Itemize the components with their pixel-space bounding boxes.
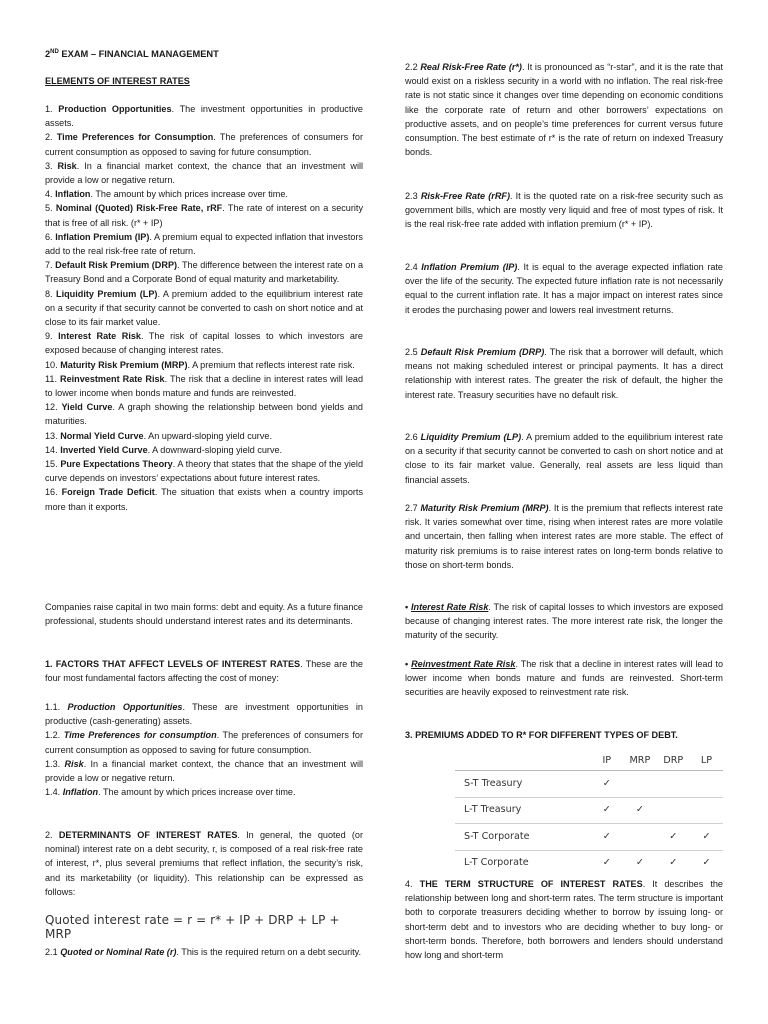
table-row bbox=[455, 850, 723, 876]
inflation-premium-section: 2.4 Inflation Premium (IP). It is equal to the average expected inflation rate over the life of the security. The expected future inflation rate is not necessarily equal to the current inflation rate. It has a major impact on interest rates since it erodes the purchasing power and lowers real investment returns. bbox=[405, 262, 723, 315]
column-header: LP bbox=[700, 754, 713, 766]
check-cell: ✓ bbox=[669, 830, 678, 842]
elements-heading: ELEMENTS OF INTEREST RATES bbox=[45, 76, 190, 86]
liquidity-premium-section: 2.6 Liquidity Premium (LP). A premium added to the equilibrium interest rate on a security if that security cannot be converted to cash on short notice and at close to its fair market value. Generally, real assets are less liquid than financial assets. bbox=[405, 432, 724, 485]
column-header: IP bbox=[602, 754, 612, 766]
check-cell: ✓ bbox=[635, 804, 644, 816]
table-row bbox=[455, 797, 723, 824]
intro-paragraph: Companies raise capital in two main forms: debt and equity. As a future finance professional, students should understand interest rates and its determinants. bbox=[45, 602, 363, 627]
list-item: 1.2. Time Preferences for consumption. The preferences of consumers for current consumption as opposed to saving for future consumption. bbox=[45, 730, 364, 755]
list-item: 1.4. Inflation. The amount by which prices increase over time. bbox=[45, 787, 296, 798]
real-risk-free-rate-section: 2.2 Real Risk-Free Rate (r*). It is pronounced as “r-star”, and it is the rate that would exist on a riskless security in a world with no inflation. The real risk-free rate is not static since it changes over time depending on economic conditions like the corporate rate of return and other borrowers’ expectations on productive assets, and on people’s time preferences for current versus future consumption. The best estimate of r* is the rate of return on indexed Treasury bonds. bbox=[405, 62, 723, 158]
check-cell bbox=[657, 771, 690, 798]
default-risk-premium-section: 2.5 Default Risk Premium (DRP). The risk that a borrower will default, which means not making scheduled interest or principal payments. It has a direct relationship with interest rates. The greater the risk of default, the higher the interest rate. Treasury securities have no default risk. bbox=[405, 347, 724, 400]
factors-list bbox=[45, 700, 363, 799]
table-row bbox=[455, 824, 723, 851]
maturity-risk-premium-section: 2.7 Maturity Risk Premium (MRP). It is the premium that reflects interest rate risk. It varies somewhat over time, rising when interest rates are more volatile and uncertain, then falling when interest rates are more stable. The effect of maturity risk premiums is to raise interest rates on long-term bonds relative to those on short-term bonds. bbox=[405, 503, 724, 570]
list-item: 6. Inflation Premium (IP). A premium equal to expected inflation that investors add to the real risk-free rate of return. bbox=[45, 231, 363, 257]
term-structure-paragraph: 4. THE TERM STRUCTURE OF INTEREST RATES. It describes the relationship between long and short-term rates. The term structure is important both to corporate treasurers deciding whether to borrow by issuing long- or short-term debt and to investors who are deciding whether to buy long- or short-term bonds. Therefore, both borrowers and lenders should understand how long and short-term bbox=[405, 879, 723, 961]
list-item: 1. Production Opportunities. The investment opportunities in productive assets. bbox=[45, 104, 363, 129]
list-item: 2. Time Preferences for Consumption. The preferences of consumers for current consumption as opposed to saving for future consumption. bbox=[45, 132, 363, 157]
premiums-heading: 3. PREMIUMS ADDED TO R* FOR DIFFERENT TYPES OF DEBT. bbox=[405, 730, 678, 740]
list-item: 15. Pure Expectations Theory. A theory that states that the shape of the yield curve depends on investors’ expectations about future interest rates. bbox=[45, 459, 363, 484]
list-item: 5. Nominal (Quoted) Risk-Free Rate, rRF. The rate of interest on a security that is free of all risk. (r* + IP) bbox=[45, 203, 363, 228]
table-corner bbox=[455, 752, 590, 771]
list-item: 12. Yield Curve. A graph showing the relationship between bond yields and maturities. bbox=[45, 402, 363, 427]
row-label: S-T Treasury bbox=[464, 777, 523, 789]
row-label: S-T Corporate bbox=[464, 830, 530, 842]
table-header-row bbox=[455, 752, 723, 771]
check-cell bbox=[623, 824, 656, 851]
determinants-paragraph: 2. DETERMINANTS OF INTEREST RATES. In general, the quoted (or nominal) interest rate on a debt security, r, is composed of a real risk-free rate of interest, r*, plus several premiums that reflect inflation, the security’s risk, and its marketability (or liquidity). This relationship can be expressed as follows: bbox=[45, 830, 363, 897]
list-item: 10. Maturity Risk Premium (MRP). A premium that reflects interest rate risk. bbox=[45, 359, 355, 370]
check-cell bbox=[657, 797, 690, 824]
list-item: 14. Inverted Yield Curve. A downward-sloping yield curve. bbox=[45, 444, 283, 455]
elements-list bbox=[45, 102, 363, 514]
table-row bbox=[455, 771, 723, 798]
list-item: 8. Liquidity Premium (LP). A premium added to the equilibrium interest rate on a security if that security cannot be converted to cash on short notice and at close to its fair market value. bbox=[45, 288, 363, 328]
check-cell: ✓ bbox=[669, 857, 678, 869]
quoted-rate-definition: 2.1 Quoted or Nominal Rate (r). This is the required return on a debt security. bbox=[45, 947, 362, 957]
check-cell: ✓ bbox=[602, 777, 611, 789]
list-item: 1.1. Production Opportunities. These are investment opportunities in productive (cash-generating) assets. bbox=[45, 702, 363, 727]
risk-free-rate-section: 2.3 Risk-Free Rate (rRF). It is the quoted rate on a risk-free security such as government bills, which are mostly very liquid and free of most types of risk. It is the real risk-free rate added with inflation premium (r* + IP). bbox=[405, 191, 723, 230]
column-header: DRP bbox=[663, 754, 684, 766]
premiums-table bbox=[455, 752, 723, 876]
list-item: 7. Default Risk Premium (DRP). The difference between the interest rate on a Treasury Bond and a Corporate Bond of equal maturity and marketability. bbox=[45, 260, 364, 285]
check-cell bbox=[690, 771, 723, 798]
list-item: 3. Risk. In a financial market context, the chance that an investment will provide a low or negative return. bbox=[45, 160, 364, 186]
list-item: 9. Interest Rate Risk. The risk of capital losses to which investors are exposed because of changing interest rates. bbox=[45, 331, 363, 356]
check-cell: ✓ bbox=[702, 857, 711, 869]
list-item: 11. Reinvestment Rate Risk. The risk that a decline in interest rates will lead to lower income when bonds mature and funds are reinvested. bbox=[45, 373, 364, 399]
list-item: 13. Normal Yield Curve. An upward-sloping yield curve. bbox=[45, 430, 272, 441]
row-label: L-T Corporate bbox=[464, 857, 529, 869]
check-cell: ✓ bbox=[602, 857, 611, 869]
page-title: 2ND EXAM – FINANCIAL MANAGEMENT bbox=[45, 49, 219, 60]
column-header: MRP bbox=[629, 754, 651, 766]
row-label: L-T Treasury bbox=[464, 804, 522, 816]
check-cell: ✓ bbox=[635, 857, 644, 869]
reinvestment-rate-risk-bullet: • Reinvestment Rate Risk. The risk that a decline in interest rates will lead to lower income when bonds mature and funds are reinvested. Short-term securities are heavily exposed to reinvestment rate risk. bbox=[405, 659, 724, 698]
check-cell: ✓ bbox=[602, 804, 611, 816]
list-item: 1.3. Risk. In a financial market context, the chance that an investment will provide a low or negative return. bbox=[45, 758, 364, 784]
quoted-rate-formula: Quoted interest rate = r = r* + IP + DRP + LP + MRP bbox=[45, 913, 340, 942]
list-item: 16. Foreign Trade Deficit. The situation that exists when a country imports more than it exports. bbox=[45, 487, 363, 512]
interest-rate-risk-bullet: • Interest Rate Risk. The risk of capital losses to which investors are exposed because of changing interest rates. The more interest rate risk, the longer the maturity of the security. bbox=[405, 602, 723, 641]
check-cell: ✓ bbox=[702, 830, 711, 842]
list-item: 4. Inflation. The amount by which prices increase over time. bbox=[45, 189, 288, 200]
factors-heading: 1. FACTORS THAT AFFECT LEVELS OF INTEREST RATES. These are the four most fundamental factors affecting the cost of money: bbox=[45, 659, 363, 684]
check-cell bbox=[690, 797, 723, 824]
check-cell bbox=[623, 771, 656, 798]
check-cell: ✓ bbox=[602, 830, 611, 842]
